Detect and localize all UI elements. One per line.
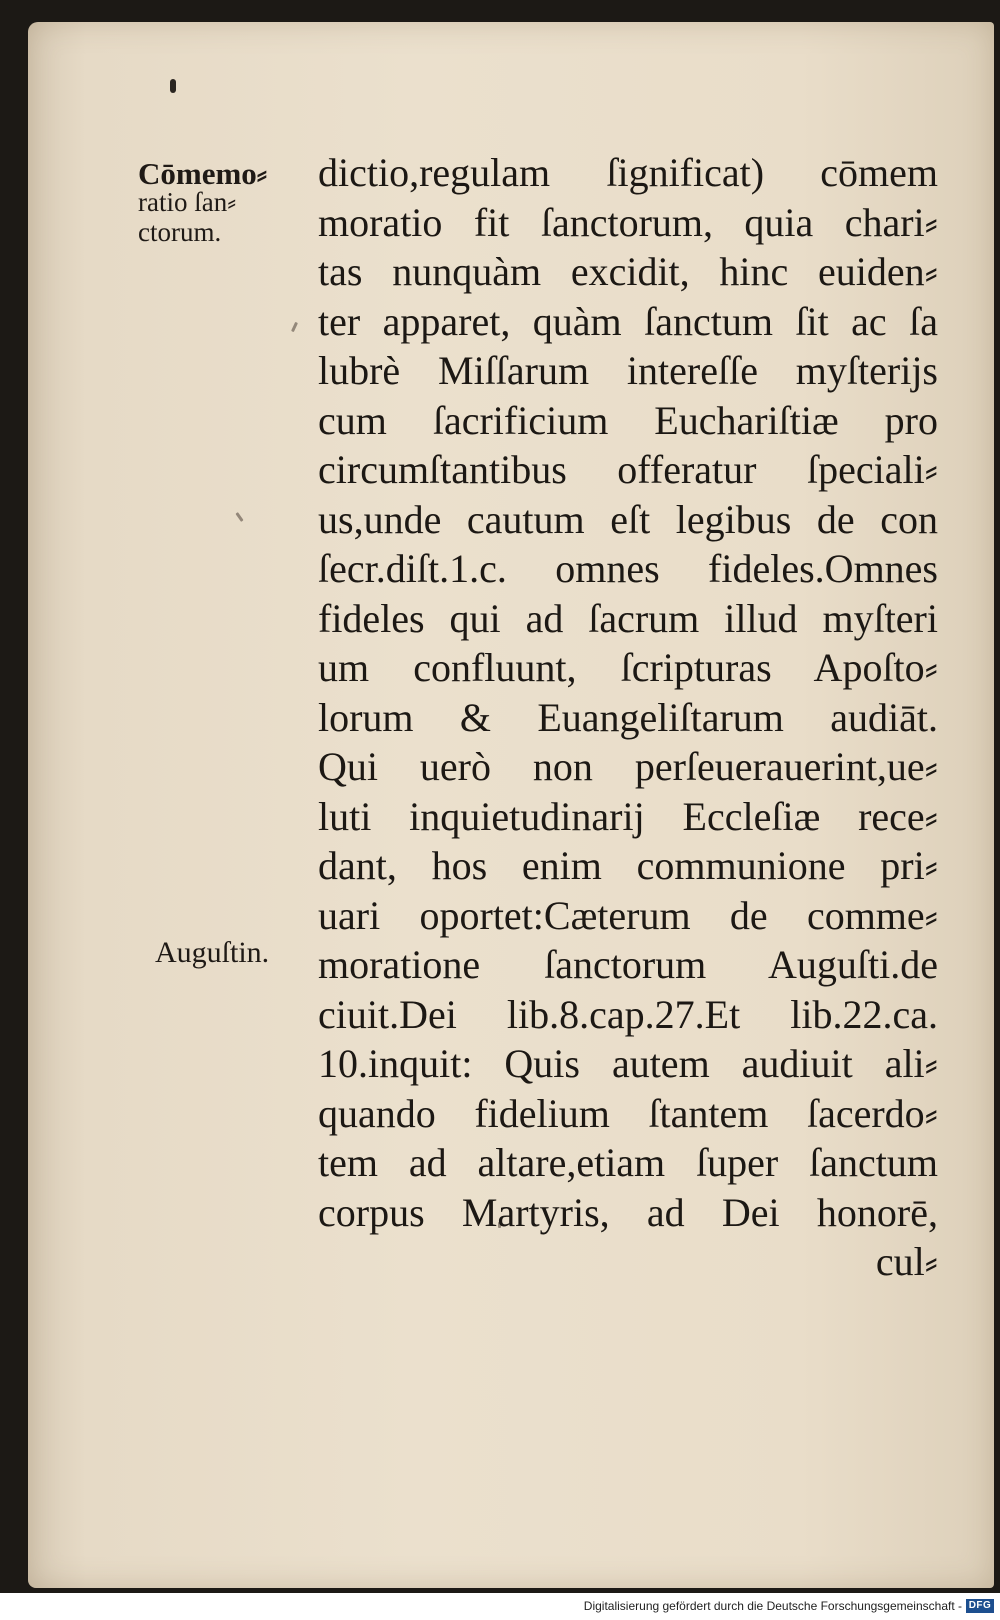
- text-line: tas nunquàm excidit, hinc euiden⸗: [318, 249, 938, 294]
- text-line: ter apparet, quàm ſanctum ſit ac ſa: [318, 298, 938, 344]
- funding-credit: Digitalisierung gefördert durch die Deutsche Forschungsgemeinschaft -: [583, 1599, 962, 1613]
- margin-note-line: ratio ſan⸗: [138, 187, 237, 217]
- text-line: um confluunt, ſcripturas Apoſto⸗: [318, 645, 938, 690]
- text-line: ſecr.diſt.1.c. omnes fideles.Omnes: [318, 546, 938, 591]
- text-line: us,unde cautum eſt legibus de con: [318, 496, 938, 542]
- dfg-logo: DFG: [966, 1599, 994, 1613]
- text-line: quando fidelium ſtantem ſacerdo⸗: [318, 1090, 938, 1136]
- text-line: lubrè Miſſarum intereſſe myſterijs: [318, 348, 938, 393]
- margin-note-line: Auguſtin.: [155, 936, 270, 969]
- text-line: tem ad altare,etiam ſuper ſanctum: [318, 1140, 938, 1185]
- text-line: circumſtantibus offeratur ſpeciali⸗: [318, 447, 938, 492]
- text-line: uari oportet:Cæterum de comme⸗: [318, 892, 938, 938]
- text-line: 10.inquit: Quis autem audiuit ali⸗: [318, 1041, 938, 1086]
- footer-bar: [0, 1593, 1000, 1620]
- stray-mark: [235, 512, 243, 522]
- text-line: corpus Martyris, ad Dei honorē,: [318, 1189, 938, 1235]
- text-line: moratione ſanctorum Auguſti.de: [318, 942, 938, 987]
- text-line: fideles qui ad ſacrum illud myſteri: [318, 595, 938, 641]
- catchword: cul⸗: [875, 1239, 938, 1284]
- text-line: lorum & Euangeliſtarum audiāt.: [318, 694, 938, 740]
- text-line: Qui uerò non perſeuerauerint,ue⸗: [318, 744, 938, 789]
- stray-mark: [291, 322, 298, 332]
- text-line: ciuit.Dei lib.8.cap.27.Et lib.22.ca.: [318, 991, 938, 1037]
- text-line: dant, hos enim communione pri⸗: [318, 843, 938, 888]
- main-text-block: [318, 148, 938, 1287]
- margin-note-commemoratio: [138, 156, 267, 250]
- text-line: dictio,regulam ſignificat) cōmem: [318, 150, 938, 195]
- text-line: cum ſacrificium Euchariſtiæ pro: [318, 397, 938, 443]
- margin-note-line: ctorum.: [138, 217, 222, 247]
- text-line: moratio fit ſanctorum, quia chari⸗: [318, 199, 938, 245]
- margin-note-line: Cōmemo⸗: [138, 156, 268, 191]
- page-mark: [170, 79, 176, 93]
- text-line: luti inquietudinarij Eccleſiæ rece⸗: [318, 793, 938, 839]
- margin-note-augustin: [155, 935, 269, 971]
